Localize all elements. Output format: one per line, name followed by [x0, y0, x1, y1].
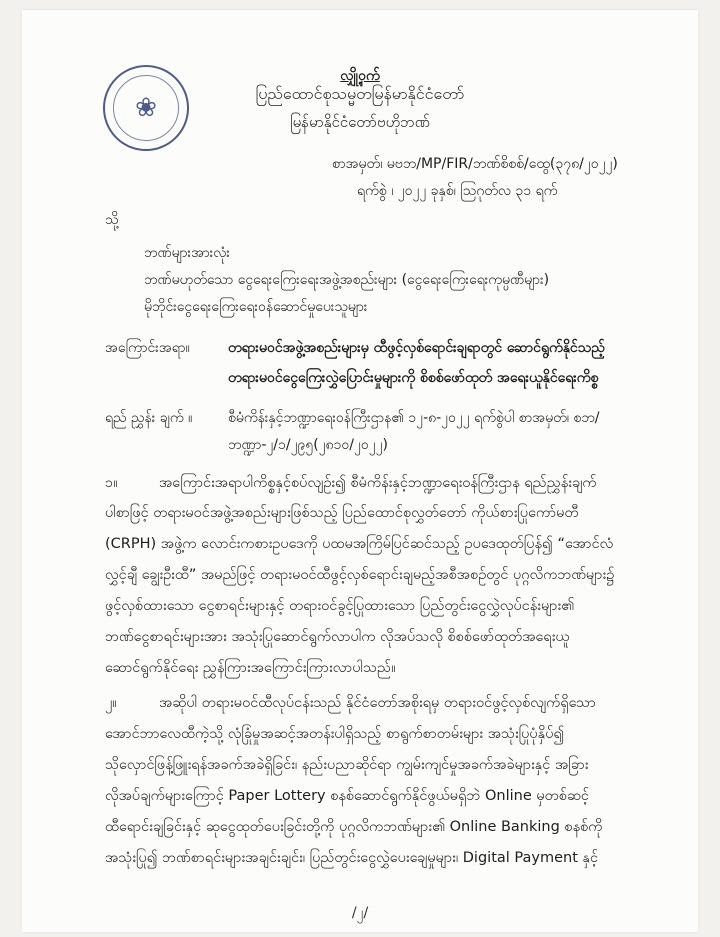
paragraph-number: ၁။ [105, 475, 118, 491]
document-page [22, 10, 698, 932]
subject-line: တရားမဝင်ငွေကြေးလွှဲပြောင်းမှုများကို စိစစ်ဖော်ထုတ် အရေးယူနိုင်ရေးကိစ္စ [228, 370, 599, 386]
paragraph-number: ၂။ [105, 695, 117, 711]
paragraph-line: အောင်ဘာလေထီကဲ့သို့ လုံခြုံမှုအဆင့်အတန်းပါရှိသည့် စာရွက်စာတမ်းများ အသုံးပြုပုံနှိပ်၍ [105, 726, 565, 742]
paragraph-line: အသုံးပြု၍ ဘဏ်စာရင်းများအချင်းချင်း၊ ပြည်တွင်းငွေလွှဲပေးချေမှုများ၊ Digital Payment နှင့် [105, 850, 599, 866]
paragraph-line: လိုအပ်ချက်များကြောင့် Paper Lottery စနစ်ဆောင်ရွက်နိုင်ဖွယ်မရှိဘဲ Online မှတစ်ဆင့် [105, 788, 589, 804]
paragraph-line: သိုလှောင်ဖြန့်ဖြူးရန်အခက်အခဲရှိခြင်း၊ နည်းပညာဆိုင်ရာ ကျွမ်းကျင်မှုအခက်အခဲများနှင့် အခြား [105, 757, 589, 773]
paragraph-line: အကြောင်းအရာပါကိစ္စနှင့်စပ်လျဉ်း၍ စီမံကိန်းနှင့်ဘဏ္ဍာရေးဝန်ကြီးဌာန ရည်ညွှန်းချက် [159, 475, 597, 491]
paragraph-line: အဆိုပါ တရားမဝင်ထီလုပ်ငန်းသည် နိုင်ငံတော်အစိုးရမှ တရားဝင်ဖွင့်လှစ်လျက်ရှိသော [159, 695, 596, 711]
bank-name: မြန်မာနိုင်ငံတော်ဗဟိုဘဏ် [290, 113, 430, 131]
to-label: သို့ [105, 212, 119, 228]
classification-mark: လျှို့ဝှက် [340, 68, 380, 84]
paragraph-line: ဆောင်ရွက်နိုင်ရေး ညွှန်ကြားအကြောင်းကြားလာပါသည်။ [105, 660, 396, 676]
paragraph-line: ထီရောင်းချခြင်းနှင့် ဆုငွေထုတ်ပေးခြင်းတို့ကို ပုဂ္ဂလိကဘဏ်များ၏ Online Banking စနစ်ကို [105, 819, 603, 835]
paragraph-line: ပါစာဖြင့် တရားမဝင်အဖွဲ့အစည်းများဖြစ်သည့် ပြည်ထောင်စုလွှတ်တော် ကိုယ်စားပြုကော်မတီ [105, 505, 579, 521]
government-name: ပြည်ထောင်စုသမ္မတမြန်မာနိုင်ငံတော် [255, 84, 465, 103]
reference-line: ဘဏ္ဍာ-၂/၁/၂၉၅(၂၈၁၀/၂၀၂၂) [228, 437, 388, 453]
paragraph-line: (CRPH) အဖွဲ့က လောင်းကစားဥပဒေကို ပထမအကြိမ်ပြင်ဆင်သည့် ဥပဒေထုတ်ပြန်၍ “အောင်လံ [105, 536, 614, 552]
subject-line: တရားမဝင်အဖွဲ့အစည်းများမှ ထီဖွင့်လှစ်ရောင်းချရာတွင် ဆောင်ရွက်နိုင်သည့် [228, 340, 605, 356]
reference-line: စီမံကိန်းနှင့်ဘဏ္ဍာရေးဝန်ကြီးဌာန၏ ၁၂-၈-၂၀၂၂ ရက်စွဲပါ စာအမှတ်၊ စဘ/ [228, 410, 600, 426]
letter-date: ရက်စွဲ ၊ ၂၀၂၂ ခုနှစ်၊ ဩဂုတ်လ ၃၁ ရက် [357, 183, 558, 199]
reference-label: ရည် ညွှန်း ချက် ။ [105, 410, 193, 426]
page-continuation-mark: /၂/ [351, 905, 369, 921]
subject-label: အကြောင်းအရာ။ [105, 340, 190, 356]
paragraph-line: ဖွင့်လှစ်ထားသော ငွေစာရင်းများနှင့် တရားဝင်ခွင့်ပြုထားသော ပြည်တွင်းငွေလွှဲလုပ်ငန်းများ၏ [105, 598, 575, 614]
paragraph-line: ဘဏ်ငွေစာရင်းများအား အသုံးပြုဆောင်ရွက်လာပါက လိုအပ်သလို စိစစ်ဖော်ထုတ်အရေးယူ [105, 629, 570, 645]
letter-number: စာအမှတ်၊ မဗဘ/MP/FIR/ဘဏ်စိစစ်/ထွေ(၃၇၈/၂၀၂၂) [332, 156, 618, 172]
recipient-item: ဘဏ်မဟုတ်သော ငွေရေးကြေးရေးအဖွဲ့အစည်းများ (ငွေရေးကြေးရေးကုမ္ပဏီများ) [144, 272, 550, 288]
paragraph-line: လွှင့်ချီ ချွေးဦးထီ” အမည်ဖြင့် တရားမဝင်ထီဖွင့်လှစ်ရောင်းချမည့်အစီအစဉ်တွင် ပုဂ္ဂလိကဘဏ်များ၌ [105, 567, 615, 583]
recipient-item: ဘဏ်များအားလုံး [144, 245, 230, 261]
recipient-item: မိုဘိုင်းငွေရေးကြေးရေးဝန်ဆောင်မှုပေးသူများ [144, 299, 368, 315]
seal-emblem-icon: ❀ [113, 75, 179, 141]
